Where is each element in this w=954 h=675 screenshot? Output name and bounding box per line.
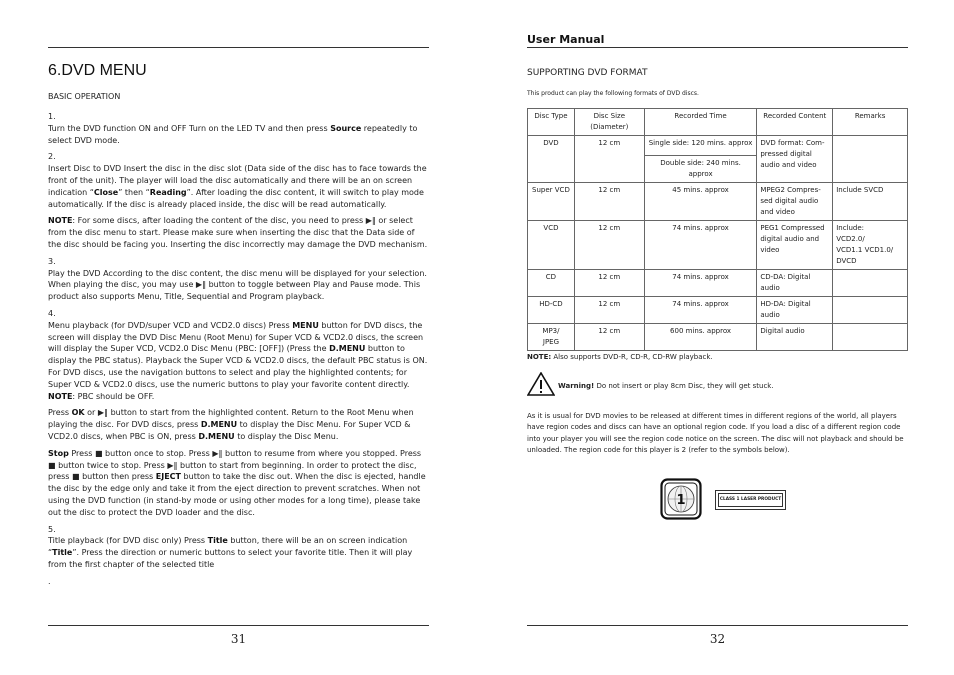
table-row — [528, 324, 908, 351]
remarks-cell: Include: VCD2.0/ VCD1.1 VCD1.0/ DVCD — [833, 221, 908, 270]
step-4-continued: Press OK or ▶‖ button to start from the highlighted content. Return to the Root Menu when playing the disc. For DVD discs, press D.MENU to display the Disc Menu. For Super VCD & VCD2.0 discs, when PBC is ON, press D.MENU to display the Disc Menu. — [48, 408, 414, 441]
disc-type-cell: DVD — [528, 136, 575, 183]
header-cell: Recorded Time — [644, 109, 757, 136]
laser-label-text: CLASS 1 LASER PRODUCT — [718, 493, 783, 507]
recorded-time-cell: 600 mins. approx — [644, 324, 757, 351]
table-header-row — [528, 109, 908, 136]
region-code-paragraph: As it is usual for DVD movies to be released at different times in different regions of the world, all players have region codes and discs can have an optional region code. If you load a disc of a different region code into your player you will see the region code notice on the screen. The disc will not playback and should be unloaded. The region code for this player is 2 (refer to the symbols below). — [527, 412, 904, 454]
disc-format-table — [527, 108, 908, 351]
region-number: 1 — [676, 493, 686, 508]
step-number: 5. — [48, 524, 56, 534]
note-paragraph: NOTE: For some discs, after loading the content of the disc, you need to press ▶‖ or select from the disc menu to start. Please make sure when inserting the disc that the Data side of the disc should be facing you. Inserting the disc incorrectly may damage the DVD mechanism. — [48, 216, 428, 249]
trailing-dot: . — [48, 576, 51, 586]
manual-header: User Manual — [527, 33, 605, 46]
disc-type-cell: HD-CD — [528, 297, 575, 324]
intro-text: This product can play the following formats of DVD discs. — [527, 90, 699, 97]
instructions-body — [48, 108, 429, 587]
step-number: 1. — [48, 112, 56, 121]
laser-product-label — [715, 490, 786, 510]
top-rule — [48, 47, 429, 48]
header-cell: Recorded Content — [757, 109, 833, 136]
recorded-content-cell: DVD format: Com- pressed digital audio and video — [757, 136, 833, 183]
page-title: 6.DVD MENU — [48, 62, 147, 79]
recorded-time-cell: 45 mins. approx — [644, 183, 757, 221]
recorded-time-cell: 74 mins. approx — [644, 297, 757, 324]
step-1-text: Turn the DVD function ON and OFF Turn on the LED TV and then press Source repeatedly to select DVD mode. — [48, 123, 418, 145]
header-cell: Disc Type — [528, 109, 575, 136]
step-4-text: Menu playback (for DVD/super VCD and VCD2.0 discs) Press MENU button for DVD discs, the screen will display the DVD Disc Menu (Root Menu) for Super VCD & VCD2.0 discs, the screen will display the Super VCD, VCD2.0 Disc Menu (PBC: [OFF]) (Press the D.MENU button to display the PBC status). Playback the Super VCD & VCD2.0 discs, the default PBC status is ON. For DVD discs, use the navigation buttons to select and play the highlighted contents; for Super VCD & VCD2.0 discs, use the numeric buttons to play your favorite content directly. NOTE: PBC should be OFF. — [48, 320, 428, 401]
section-heading: SUPPORTING DVD FORMAT — [527, 68, 648, 78]
table-row — [528, 270, 908, 297]
recorded-time-cell: 74 mins. approx — [644, 221, 757, 270]
right-page — [527, 0, 908, 675]
warning-row — [527, 372, 908, 398]
header-cell: Disc Size (Diameter) — [574, 109, 644, 136]
table-row — [528, 221, 908, 270]
disc-type-cell: VCD — [528, 221, 575, 270]
step-number: 2. — [48, 152, 56, 162]
recorded-content-cell: HD-DA: Digital audio — [757, 297, 833, 324]
disc-size-cell: 12 cm — [574, 136, 644, 183]
page-number: 32 — [709, 632, 726, 646]
recorded-content-cell: Digital audio — [757, 324, 833, 351]
recorded-time-cell: 74 mins. approx — [644, 270, 757, 297]
stop-paragraph: Stop Press ■ button once to stop. Press ▶‖ button to resume from where you stopped. Press ■ button twice to stop. Press ▶‖ button to start from beginning. In order to protect the disc, press ■ button then press EJECT button to take the disc out. When the disc is ejected, handle the disc by the edge only and take it from the eject direction to prevent scratches. When not using the DVD function (in stand-by mode or using other modes for a long time), please take out the disc to protect the DVD loader and the disc. — [48, 448, 426, 517]
step-2-text: Insert Disc to DVD Insert the disc in the disc slot (Data side of the disc has to face towards the front of the unit). The player will load the disc automatically and there will be an on screen indication “Close” then “Reading”. After loading the disc content, it will switch to play mode automatically. If the disc is already placed inside, the disc will be read automatically. — [48, 164, 427, 209]
disc-type-cell: Super VCD — [528, 183, 575, 221]
remarks-cell — [833, 324, 908, 351]
table-row — [528, 136, 908, 156]
recorded-content-cell: CD-DA: Digital audio — [757, 270, 833, 297]
remarks-cell — [833, 270, 908, 297]
remarks-cell — [833, 297, 908, 324]
recorded-content-cell: MPEG2 Compres- sed digital audio and video — [757, 183, 833, 221]
warning-triangle-icon — [527, 372, 555, 396]
remarks-cell: Include SVCD — [833, 183, 908, 221]
left-page — [48, 0, 429, 675]
step-number: 4. — [48, 308, 56, 318]
recorded-time-cell: Double side: 240 mins. approx — [644, 156, 757, 183]
disc-size-cell: 12 cm — [574, 297, 644, 324]
disc-size-cell: 12 cm — [574, 270, 644, 297]
header-cell: Remarks — [833, 109, 908, 136]
bottom-rule — [527, 625, 908, 626]
section-heading: BASIC OPERATION — [48, 92, 121, 101]
disc-size-cell: 12 cm — [574, 183, 644, 221]
disc-size-cell: 12 cm — [574, 221, 644, 270]
disc-size-cell: 12 cm — [574, 324, 644, 351]
page-number: 31 — [230, 632, 247, 646]
recorded-content-cell: PEG1 Compressed digital audio and video — [757, 221, 833, 270]
disc-type-cell: CD — [528, 270, 575, 297]
bottom-rule — [48, 625, 429, 626]
disc-type-cell: MP3/ JPEG — [528, 324, 575, 351]
region-code-globe-icon — [660, 478, 702, 520]
note-paragraph: NOTE: Also supports DVD-R, CD-R, CD-RW playback. — [527, 353, 713, 361]
remarks-cell — [833, 136, 908, 183]
step-5-text: Title playback (for DVD disc only) Press Title button, there will be an on screen indication “Title”. Press the direction or numeric buttons to select your favorite title. Then it will play from the first chapter of the selected title — [48, 536, 413, 569]
warning-text: Warning! Do not insert or play 8cm Disc, they will get stuck. — [558, 382, 774, 390]
table-row — [528, 297, 908, 324]
step-number: 3. — [48, 256, 56, 266]
top-rule — [527, 47, 908, 48]
table-row — [528, 183, 908, 221]
step-3-text: Play the DVD According to the disc content, the disc menu will be displayed for your selection. When playing the disc, you may use ▶‖ button to toggle between Play and Pause mode. This product also supports Menu, Title, Sequential and Program playback. — [48, 268, 427, 302]
recorded-time-cell: Single side: 120 mins. approx — [644, 136, 757, 156]
